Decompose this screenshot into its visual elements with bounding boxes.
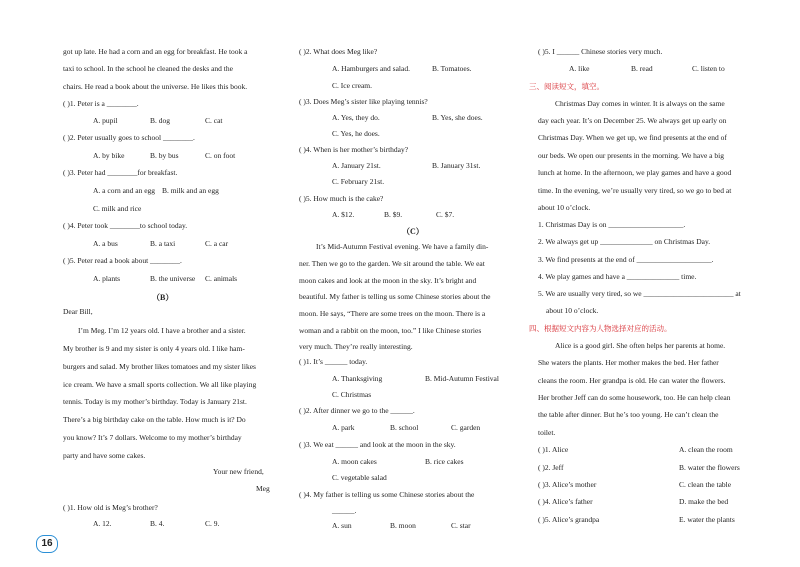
match-item-2: ( )2. Jeff bbox=[538, 463, 564, 472]
fill-blank-2: 2. We always get up ______________ on Christmas Day. bbox=[538, 237, 711, 246]
match-item-1: ( )1. Alice bbox=[538, 445, 569, 454]
section-3-title: 三、阅读短文，填空。 bbox=[529, 82, 604, 91]
fill-blank-4: 4. We play games and have a ______________ time. bbox=[538, 272, 697, 281]
passage-line: day each year. It’s on December 25. We always get up early on bbox=[538, 116, 727, 125]
option: B. $9. bbox=[384, 210, 403, 219]
letter-line: ice cream. We have a small sports collection. We all like playing bbox=[63, 380, 257, 389]
letter-closing: Your new friend, bbox=[213, 467, 264, 476]
option: B. rice cakes bbox=[425, 457, 464, 466]
passage-line: cleans the room. Her grandpa is old. He can water the flowers. bbox=[538, 376, 726, 385]
option: C. animals bbox=[205, 274, 238, 283]
question-b2: ( )2. What does Meg like? bbox=[299, 47, 378, 56]
option: A. Thanksgiving bbox=[332, 374, 383, 383]
match-activity-2: B. water the flowers bbox=[679, 463, 740, 472]
option: A. pupil bbox=[93, 116, 118, 125]
option: C. a car bbox=[205, 239, 229, 248]
option: A. moon cakes bbox=[332, 457, 377, 466]
passage-line: time. In the evening, we’re usually very tired, so we go to bed at bbox=[538, 186, 732, 195]
option: C. 9. bbox=[205, 519, 220, 528]
option: B. the universe bbox=[150, 274, 196, 283]
question-4: ( )4. Peter took ________to school today. bbox=[63, 221, 188, 230]
option: C. vegetable salad bbox=[332, 473, 387, 482]
option: C. on foot bbox=[205, 151, 236, 160]
question-c2: ( )2. After dinner we go to the ______. bbox=[299, 406, 415, 415]
option: C. $7. bbox=[436, 210, 455, 219]
passage-line: moon. He says, “There are some trees on the moon. There is a bbox=[299, 309, 486, 318]
match-item-5: ( )5. Alice’s grandpa bbox=[538, 515, 600, 524]
match-item-3: ( )3. Alice’s mother bbox=[538, 480, 597, 489]
page-number: 16 bbox=[36, 535, 58, 553]
option: B. moon bbox=[390, 521, 416, 530]
passage-line: ner. Then we go to the garden. We sit around the table. We eat bbox=[299, 259, 485, 268]
option: C. star bbox=[451, 521, 471, 530]
option: A. 12. bbox=[93, 519, 112, 528]
fill-blank-5-cont: about 10 o’clock. bbox=[546, 306, 599, 315]
question-b4: ( )4. When is her mother’s birthday? bbox=[299, 145, 409, 154]
question-1: ( )1. Peter is a ________. bbox=[63, 99, 139, 108]
option: A. a bus bbox=[93, 239, 118, 248]
letter-line: party and have some cakes. bbox=[63, 451, 146, 460]
option: B. Mid-Autumn Festival bbox=[425, 374, 499, 383]
question-b1: ( )1. How old is Meg’s brother? bbox=[63, 503, 158, 512]
option: A. by bike bbox=[93, 151, 125, 160]
passage-line: about 10 o’clock. bbox=[538, 203, 591, 212]
section-c-heading: （C） bbox=[402, 227, 424, 236]
question-b5: ( )5. How much is the cake? bbox=[299, 194, 384, 203]
match-activity-5: E. water the plants bbox=[679, 515, 735, 524]
option: A. Yes, they do. bbox=[332, 113, 380, 122]
option: C. listen to bbox=[692, 64, 725, 73]
match-item-4: ( )4. Alice’s father bbox=[538, 497, 593, 506]
letter-line: My brother is 9 and my sister is only 4 years old. I like ham- bbox=[63, 344, 245, 353]
option: C. milk and rice bbox=[93, 204, 142, 213]
letter-line: I’m Meg. I’m 12 years old. I have a brother and a sister. bbox=[78, 326, 246, 335]
question-c5: ( )5. I ______ Chinese stories very much. bbox=[538, 47, 663, 56]
passage-line: woman and a rabbit on the moon, too.” I like Chinese stories bbox=[299, 326, 482, 335]
passage-line: She waters the plants. Her mother makes the bed. Her father bbox=[538, 358, 719, 367]
passage-line: Alice is a good girl. She often helps her parents at home. bbox=[555, 341, 726, 350]
passage-line: lunch at home. In the afternoon, we play games and have a good bbox=[538, 168, 732, 177]
passage-line: the table after dinner. But he’s too young. He can’t clean the bbox=[538, 410, 719, 419]
option: B. January 31st. bbox=[432, 161, 481, 170]
option: A. park bbox=[332, 423, 355, 432]
question-c1: ( )1. It’s ______ today. bbox=[299, 357, 368, 366]
passage-line: Christmas Day. When we get up, we find presents at the end of bbox=[538, 133, 727, 142]
option: C. Yes, he does. bbox=[332, 129, 380, 138]
option: B. school bbox=[390, 423, 419, 432]
option: A. like bbox=[569, 64, 590, 73]
option: B. dog bbox=[150, 116, 171, 125]
option: A. Hamburgers and salad. bbox=[332, 64, 410, 73]
letter-line: you know? It’s 7 dollars. Welcome to my mother’s birthday bbox=[63, 433, 242, 442]
passage-line: taxi to school. In the school he cleaned the desks and the bbox=[63, 64, 233, 73]
option: B. read bbox=[631, 64, 653, 73]
option: A. a corn and an egg bbox=[93, 186, 156, 195]
section-b-heading: （B） bbox=[152, 293, 174, 302]
passage-line: got up late. He had a corn and an egg for breakfast. He took a bbox=[63, 47, 248, 56]
letter-signature: Meg bbox=[256, 484, 270, 493]
passage-line: chairs. He read a book about the universe. He likes this book. bbox=[63, 82, 248, 91]
passage-line: Christmas Day comes in winter. It is always on the same bbox=[555, 99, 725, 108]
letter-line: tennis. Today is my mother’s birthday. Today is January 21st. bbox=[63, 397, 247, 406]
fill-blank-5: 5. We are usually very tired, so we ________________________ at bbox=[538, 289, 741, 298]
option: A. January 21st. bbox=[332, 161, 381, 170]
option: B. 4. bbox=[150, 519, 165, 528]
option: C. February 21st. bbox=[332, 177, 385, 186]
question-2: ( )2. Peter usually goes to school ________. bbox=[63, 133, 195, 142]
passage-line: beautiful. My father is telling us some Chinese stories about the bbox=[299, 292, 491, 301]
option: B. milk and an egg bbox=[162, 186, 219, 195]
question-c3: ( )3. We eat ______ and look at the moon in the sky. bbox=[299, 440, 456, 449]
match-activity-4: D. make the bed bbox=[679, 497, 729, 506]
option: C. Christmas bbox=[332, 390, 372, 399]
option: B. by bus bbox=[150, 151, 179, 160]
question-c4: ( )4. My father is telling us some Chinese stories about the bbox=[299, 490, 475, 499]
letter-line: There’s a big birthday cake on the table. How much is it? Do bbox=[63, 415, 246, 424]
option: A. sun bbox=[332, 521, 352, 530]
question-5: ( )5. Peter read a book about ________. bbox=[63, 256, 182, 265]
match-activity-1: A. clean the room bbox=[679, 445, 733, 454]
fill-blank-3: 3. We find presents at the end of ____________________. bbox=[538, 255, 714, 264]
passage-line: very much. They’re really interesting. bbox=[299, 342, 413, 351]
question-c4-cont: ______. bbox=[332, 506, 357, 515]
option: A. plants bbox=[93, 274, 121, 283]
passage-line: our beds. We open our presents in the morning. We have a big bbox=[538, 151, 724, 160]
question-3: ( )3. Peter had ________for breakfast. bbox=[63, 168, 178, 177]
option: A. $12. bbox=[332, 210, 355, 219]
section-4-title: 四、根据短文内容为人物选择对应的活动。 bbox=[529, 324, 672, 333]
option: C. cat bbox=[205, 116, 223, 125]
passage-line: toilet. bbox=[538, 428, 556, 437]
question-b3: ( )3. Does Meg’s sister like playing tennis? bbox=[299, 97, 428, 106]
option: C. Ice cream. bbox=[332, 81, 372, 90]
fill-blank-1: 1. Christmas Day is on ____________________. bbox=[538, 220, 686, 229]
option: B. a taxi bbox=[150, 239, 176, 248]
option: C. garden bbox=[451, 423, 481, 432]
option: B. Tomatoes. bbox=[432, 64, 472, 73]
passage-line: moon cakes and look at the moon in the sky. It’s bright and bbox=[299, 276, 477, 285]
letter-line: Dear Bill, bbox=[63, 307, 93, 316]
match-activity-3: C. clean the table bbox=[679, 480, 732, 489]
passage-line: Her brother Jeff can do some housework, too. He can help clean bbox=[538, 393, 731, 402]
letter-line: burgers and salad. My brother likes tomatoes and my sister likes bbox=[63, 362, 256, 371]
option: B. Yes, she does. bbox=[432, 113, 483, 122]
passage-line: It’s Mid-Autumn Festival evening. We have a family din- bbox=[316, 242, 489, 251]
